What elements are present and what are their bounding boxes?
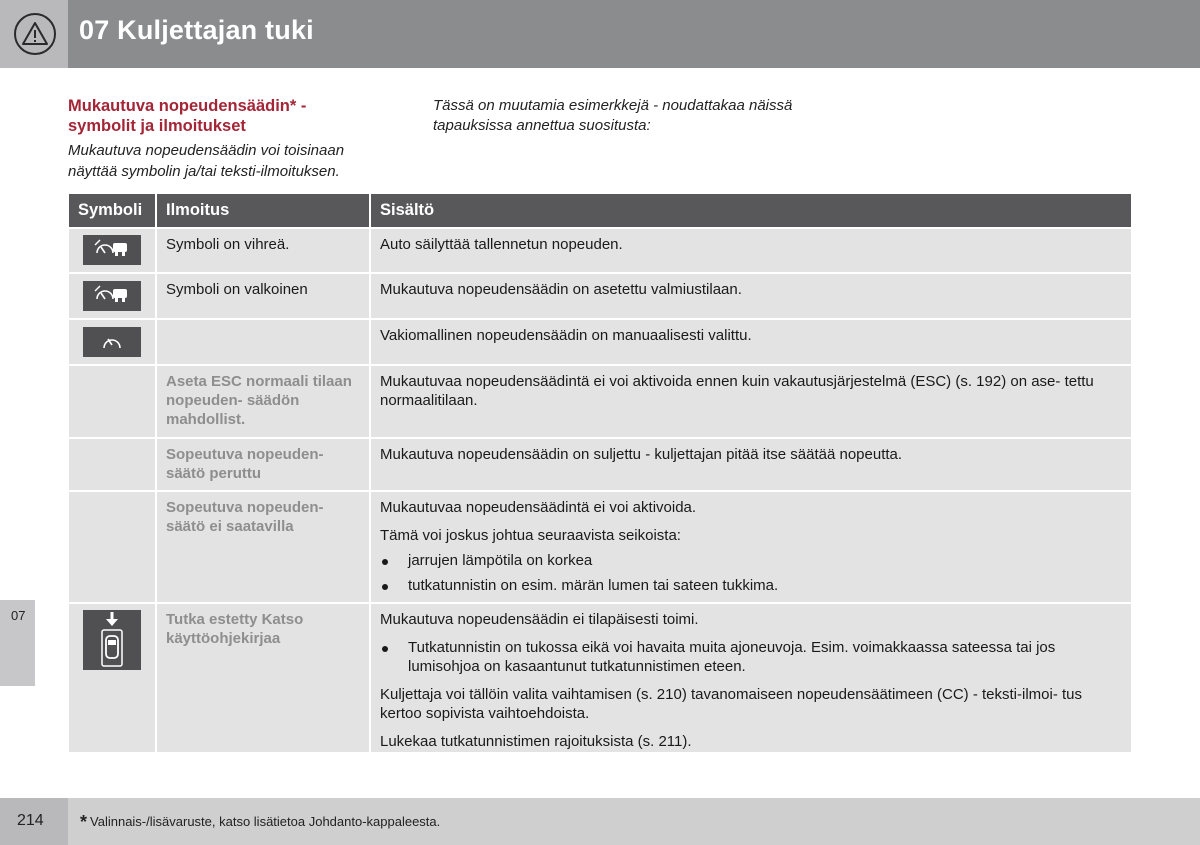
content-paragraph: Kuljettaja voi tällöin valita vaihtamisen (s. 210) tavanomaiseen nopeudensäätimeen (CC) - teksti-ilmoi- tus kertoo sopivista vaihtoehdoista.	[380, 686, 1082, 722]
footnote-text: Valinnais-/lisävaruste, katso lisätietoa Johdanto-kappaleesta.	[90, 814, 441, 829]
bullet-text: tutkatunnistin on esim. märän lumen tai sateen tukkima.	[408, 577, 779, 594]
content-cell: Mukautuva nopeudensäädin on suljettu - kuljettajan pitää itse säätää nopeutta.	[371, 439, 1131, 490]
content-cell: Mukautuva nopeudensäädin on asetettu valmiustilaan.	[371, 274, 1131, 318]
content-cell	[371, 492, 1131, 602]
content-paragraph: Mukautuvaa nopeudensäädintä ei voi aktivoida.	[380, 499, 697, 516]
table-row	[69, 604, 1131, 752]
acc-car-speedometer-icon	[83, 281, 141, 311]
header-icon-area	[0, 0, 68, 68]
chapter-side-tab-label: 07	[11, 608, 26, 623]
content-cell: Vakiomallinen nopeudensäädin on manuaalisesti valittu.	[371, 320, 1131, 364]
symbol-cell	[69, 274, 155, 318]
symbols-table	[69, 194, 1131, 752]
table-row	[69, 439, 1131, 490]
content-paragraph: Mukautuva nopeudensäädin ei tilapäisesti toimi.	[380, 611, 699, 628]
bullet-text: jarrujen lämpötila on korkea	[408, 552, 593, 569]
table-row	[69, 274, 1131, 318]
table-header-row	[69, 194, 1131, 227]
table-row	[69, 320, 1131, 364]
message-cell	[157, 320, 369, 364]
column-header-content: Sisältö	[371, 194, 1131, 227]
content-cell: Auto säilyttää tallennetun nopeuden.	[371, 229, 1131, 272]
page-number: 214	[17, 812, 44, 829]
table-row	[69, 492, 1131, 602]
bullet-item	[380, 551, 1119, 570]
message-cell: Symboli on valkoinen	[157, 274, 369, 318]
bullet-icon	[380, 638, 408, 676]
content-cell	[371, 604, 1131, 752]
section-intro-text: Tässä on muutamia esimerkkejä - noudattakaa näissä tapauksissa annettua suositusta:	[433, 97, 793, 134]
bullet-text: Tutkatunnistin on tukossa eikä voi havaita muita ajoneuvoja. Esim. voimakkaassa sateessa tai jos lumisohjoa on kasaantunut tutkatunnistimen eteen.	[408, 639, 1056, 675]
section-subtitle: Mukautuva nopeudensäädin voi toisinaan näyttää symbolin ja/tai teksti-ilmoituksen.	[68, 142, 345, 180]
content-cell: Mukautuvaa nopeudensäädintä ei voi aktivoida ennen kuin vakautusjärjestelmä (ESC) (s. 192) on ase- tettu normaalitilaan.	[371, 366, 1131, 437]
table-row	[69, 229, 1131, 272]
bullet-item	[380, 576, 1119, 595]
content-paragraph: Tämä voi joskus johtua seuraavista seikoista:	[380, 527, 681, 544]
column-header-message: Ilmoitus	[157, 194, 369, 227]
symbol-cell	[69, 366, 155, 437]
message-cell: Sopeutuva nopeuden- säätö peruttu	[157, 439, 369, 490]
bullet-icon	[380, 551, 408, 570]
symbol-cell	[69, 229, 155, 272]
table-row	[69, 366, 1131, 437]
acc-car-speedometer-icon	[83, 235, 141, 265]
footnote	[80, 812, 440, 833]
message-cell: Aseta ESC normaali tilaan nopeuden- säädön mahdollist.	[157, 366, 369, 437]
warning-triangle-icon	[14, 13, 56, 55]
footnote-star: *	[80, 812, 88, 832]
symbol-cell	[69, 320, 155, 364]
content-paragraph: Lukekaa tutkatunnistimen rajoituksista (s. 211).	[380, 733, 692, 750]
symbol-cell	[69, 439, 155, 490]
chapter-side-tab	[0, 600, 35, 686]
symbol-cell	[69, 604, 155, 752]
radar-sensor-blocked-icon	[83, 610, 141, 670]
message-cell: Tutka estetty Katso käyttöohjekirjaa	[157, 604, 369, 752]
column-header-symbol: Symboli	[69, 194, 155, 227]
message-cell: Symboli on vihreä.	[157, 229, 369, 272]
message-cell: Sopeutuva nopeuden- säätö ei saatavilla	[157, 492, 369, 602]
bullet-item	[380, 638, 1119, 676]
speedometer-icon	[83, 327, 141, 357]
section-heading: Mukautuva nopeudensäädin* - symbolit ja ilmoitukset	[68, 97, 307, 135]
chapter-title: 07 Kuljettajan tuki	[79, 15, 314, 45]
bullet-icon	[380, 576, 408, 595]
symbol-cell	[69, 492, 155, 602]
